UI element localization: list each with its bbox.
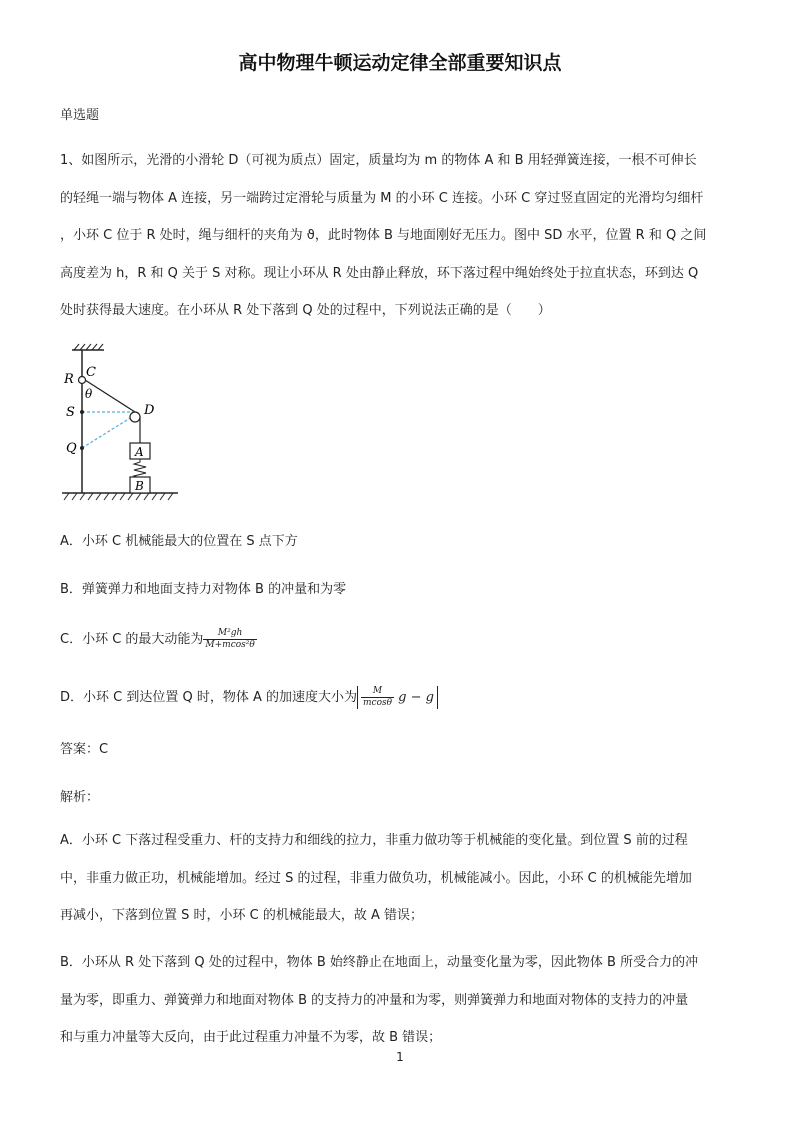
label-s: S — [66, 405, 75, 420]
fraction-denominator: M+mcos²θ — [205, 640, 255, 650]
analysis-line: 和与重力冲量等大反向，由于此过程重力冲量不为零，故 B 错误； — [60, 1030, 442, 1045]
fraction-numerator: M²gh — [203, 628, 256, 640]
pulley-d — [130, 412, 140, 422]
analysis-b — [60, 944, 742, 1057]
answer: 答案：C — [60, 742, 109, 757]
option-d-suffix: g − g — [394, 690, 434, 705]
question-line: ，小环 C 位于 R 处时，绳与细杆的夹角为 ϑ，此时物体 B 与地面刚好无压力。图中 SD 水平，位置 R 和 Q 之间 — [60, 228, 707, 243]
question-line: 处时获得最大速度。在小环从 R 处下落到 Q 处的过程中，下列说法正确的是（ ） — [60, 303, 551, 318]
point-s — [80, 410, 84, 414]
option-b: B．弹簧弹力和地面支持力对物体 B 的冲量和为零 — [60, 582, 347, 597]
option-c — [60, 628, 257, 651]
ceiling-hatch — [74, 344, 103, 350]
label-a: A — [135, 445, 144, 459]
label-b: B — [135, 479, 144, 493]
analysis-line: 再减小，下落到位置 S 时，小环 C 的机械能最大，故 A 错误； — [60, 908, 424, 923]
option-d-fraction — [361, 686, 394, 709]
rope-cd — [85, 380, 135, 412]
question-line: 高度差为 h，R 和 Q 关于 S 对称。现让小环从 R 处由静止释放，环下落过程中绳始终处于拉直状态，环到达 Q — [60, 265, 699, 281]
question-line: 的轻绳一端与物体 A 连接，另一端跨过定滑轮与质量为 M 的小环 C 连接。小环 C 穿过竖直固定的光滑均匀细杆 — [60, 190, 704, 206]
option-a: A．小环 C 机械能最大的位置在 S 点下方 — [60, 534, 298, 549]
label-theta: θ — [85, 387, 93, 401]
physics-diagram — [58, 340, 228, 505]
question-text — [60, 142, 742, 330]
label-q: Q — [66, 441, 77, 456]
analysis-line: 中，非重力做正功，机械能增加。经过 S 的过程，非重力做负功，机械能减小。因此，小环 C 的机械能先增加 — [60, 870, 692, 886]
analysis-a — [60, 822, 742, 935]
ring-c — [79, 377, 86, 384]
label-c: C — [86, 365, 96, 380]
question-line: 1、如图所示，光滑的小滑轮 D（可视为质点）固定，质量均为 m 的物体 A 和 B 用轻弹簧连接，一根不可伸长 — [60, 153, 697, 168]
page-number: 1 — [396, 1050, 404, 1064]
document-title: 高中物理牛顿运动定律全部重要知识点 — [238, 52, 562, 74]
label-d: D — [144, 403, 155, 418]
label-r: R — [64, 372, 74, 387]
ground-hatch — [64, 493, 173, 500]
option-c-text: C．小环 C 的最大动能为 — [60, 632, 204, 647]
dashed-line-qd — [82, 415, 135, 448]
fraction-denominator: mcosθ — [363, 698, 393, 708]
option-c-fraction — [203, 628, 256, 651]
analysis-line: A．小环 C 下落过程受重力、杆的支持力和细线的拉力，非重力做功等于机械能的变化量。到位置 S 前的过程 — [60, 833, 688, 848]
fraction-numerator: M — [361, 686, 394, 698]
analysis-label: 解析： — [60, 790, 100, 805]
analysis-line: B．小环从 R 处下落到 Q 处的过程中，物体 B 始终静止在地面上，动量变化量为零，因此物体 B 所受合力的冲 — [60, 955, 699, 970]
absolute-value — [357, 686, 438, 709]
point-q — [80, 446, 84, 450]
option-d-text: D．小环 C 到达位置 Q 时，物体 A 的加速度大小为 — [60, 690, 358, 705]
section-label: 单选题 — [60, 108, 100, 123]
option-d — [60, 686, 438, 709]
analysis-line: 量为零，即重力、弹簧弹力和地面对物体 B 的支持力的冲量和为零，则弹簧弹力和地面对物体的支持力的冲量 — [60, 992, 689, 1008]
